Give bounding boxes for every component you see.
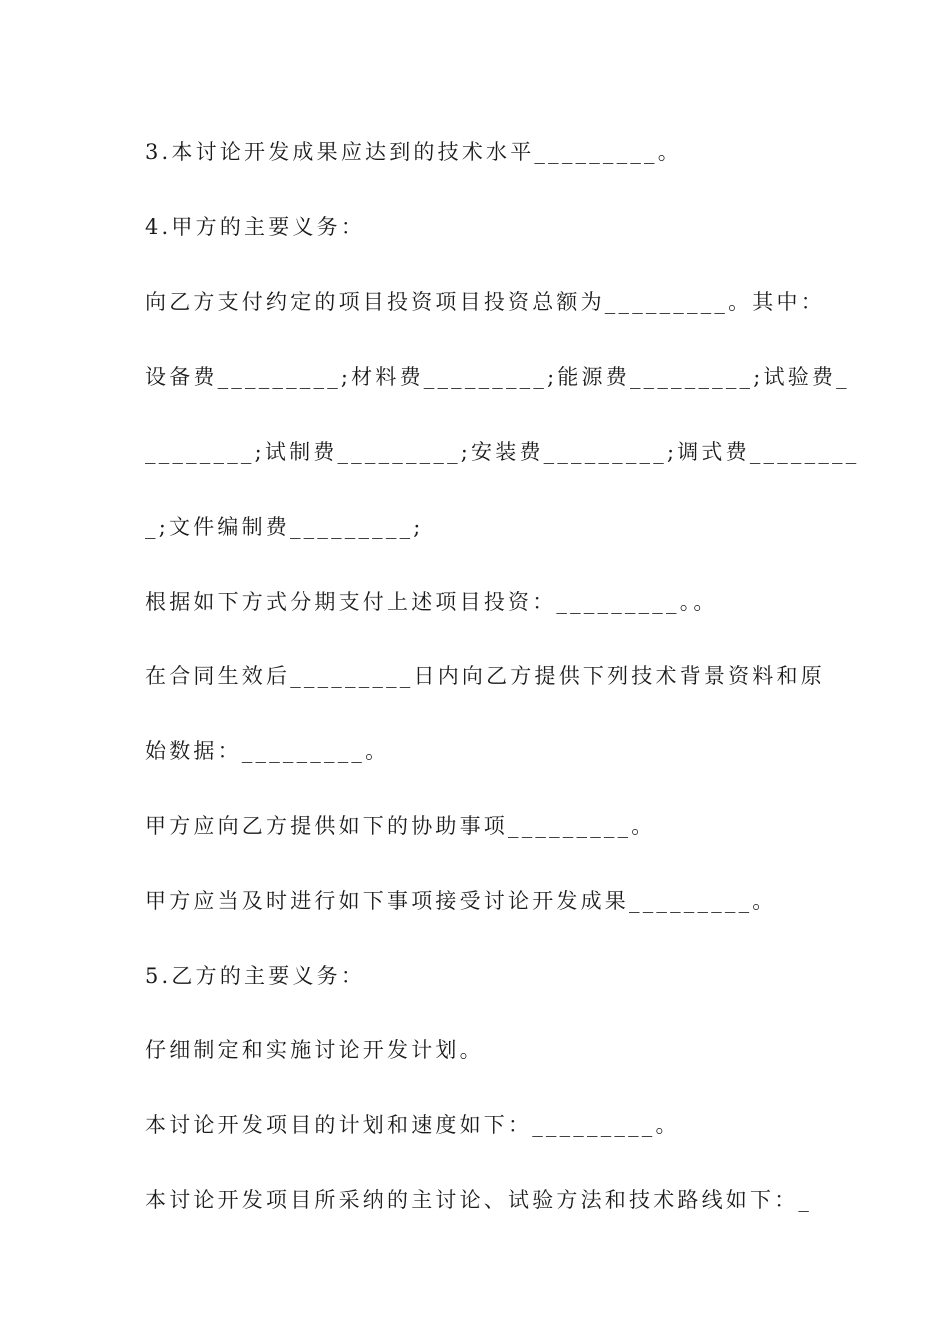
clause-4-heading: 4.甲方的主要义务： <box>145 215 366 239</box>
clause-3-tech-level: 3.本讨论开发成果应达到的技术水平_________。 <box>145 140 682 164</box>
background-materials-line-2: 始数据：_________。 <box>145 739 390 763</box>
clause-5-heading: 5.乙方的主要义务： <box>145 964 366 988</box>
schedule-line: 本讨论开发项目的计划和速度如下：_________。 <box>145 1113 680 1137</box>
cost-items-line-3: _;文件编制费_________; <box>145 515 424 539</box>
background-materials-line-1: 在合同生效后_________日内向乙方提供下列技术背景资料和原 <box>145 664 825 688</box>
investment-total-line: 向乙方支付约定的项目投资项目投资总额为_________。其中： <box>145 290 825 314</box>
plan-implementation-line: 仔细制定和实施讨论开发计划。 <box>145 1038 484 1062</box>
installment-payment-line: 根据如下方式分期支付上述项目投资：_________。。 <box>145 590 718 614</box>
acceptance-line: 甲方应当及时进行如下事项接受讨论开发成果_________。 <box>145 889 777 913</box>
cost-items-line-1: 设备费_________;材料费_________;能源费_________;试验费_ <box>145 365 850 389</box>
assistance-items-line: 甲方应向乙方提供如下的协助事项_________。 <box>145 814 656 838</box>
cost-items-line-2: ________;试制费_________;安装费_________;调式费________ <box>145 440 860 464</box>
methods-line: 本讨论开发项目所采纳的主讨论、试验方法和技术路线如下：_ <box>145 1188 813 1212</box>
